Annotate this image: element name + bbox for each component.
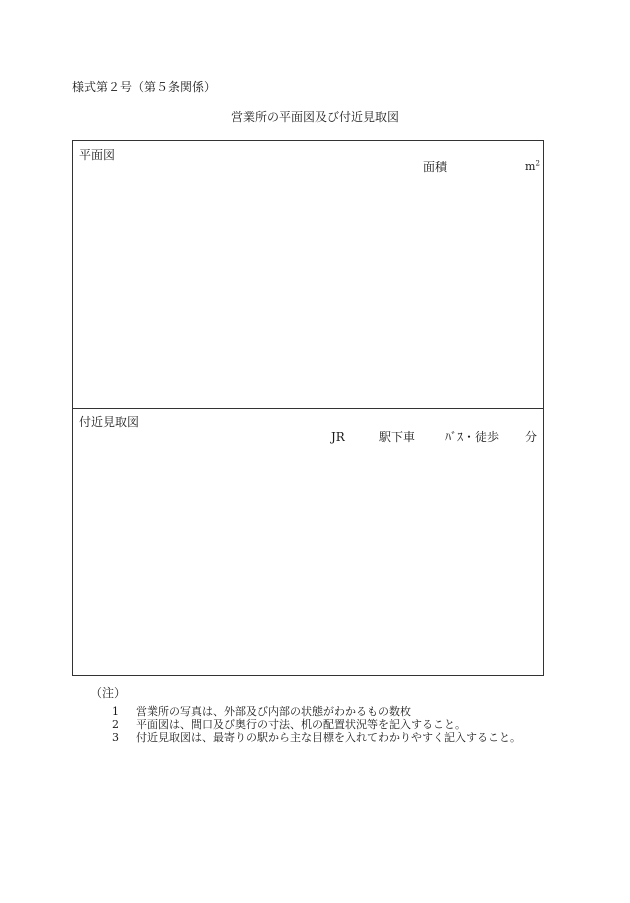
notes-heading: （注） bbox=[90, 686, 127, 700]
area-label: 面積 bbox=[423, 160, 448, 174]
area-unit-base: m bbox=[525, 160, 536, 173]
area-unit bbox=[525, 160, 540, 174]
vicinity-map-section bbox=[73, 408, 543, 675]
form-number: 様式第２号（第５条関係） bbox=[72, 80, 217, 94]
note-text: 営業所の写真は、外部及び内部の状態がわかるもの数枚 bbox=[136, 705, 411, 718]
note-item bbox=[112, 731, 521, 744]
area-unit-exponent: 2 bbox=[535, 159, 540, 168]
note-number: 3 bbox=[112, 731, 119, 744]
note-item bbox=[112, 705, 521, 718]
note-number: 2 bbox=[112, 718, 119, 731]
vicinity-map-label: 付近見取図 bbox=[79, 415, 140, 429]
note-text: 平面図は、間口及び奥行の寸法、机の配置状況等を記入すること。 bbox=[136, 718, 466, 731]
access-minutes-label: 分 bbox=[525, 430, 538, 444]
note-text: 付近見取図は、最寄りの駅から主な目標を入れてわかりやすく記入すること。 bbox=[136, 731, 521, 744]
access-bus-walk-label: ﾊﾞｽ・徒歩 bbox=[445, 430, 500, 444]
floor-plan-section bbox=[73, 141, 543, 409]
form-box bbox=[72, 140, 544, 676]
floor-plan-label: 平面図 bbox=[79, 148, 116, 162]
note-item bbox=[112, 718, 521, 731]
note-number: 1 bbox=[112, 705, 119, 718]
access-station-label: 駅下車 bbox=[379, 430, 416, 444]
access-jr-label: JR bbox=[331, 430, 345, 444]
document-title: 営業所の平面図及び付近見取図 bbox=[230, 110, 399, 124]
notes-list bbox=[112, 705, 521, 744]
